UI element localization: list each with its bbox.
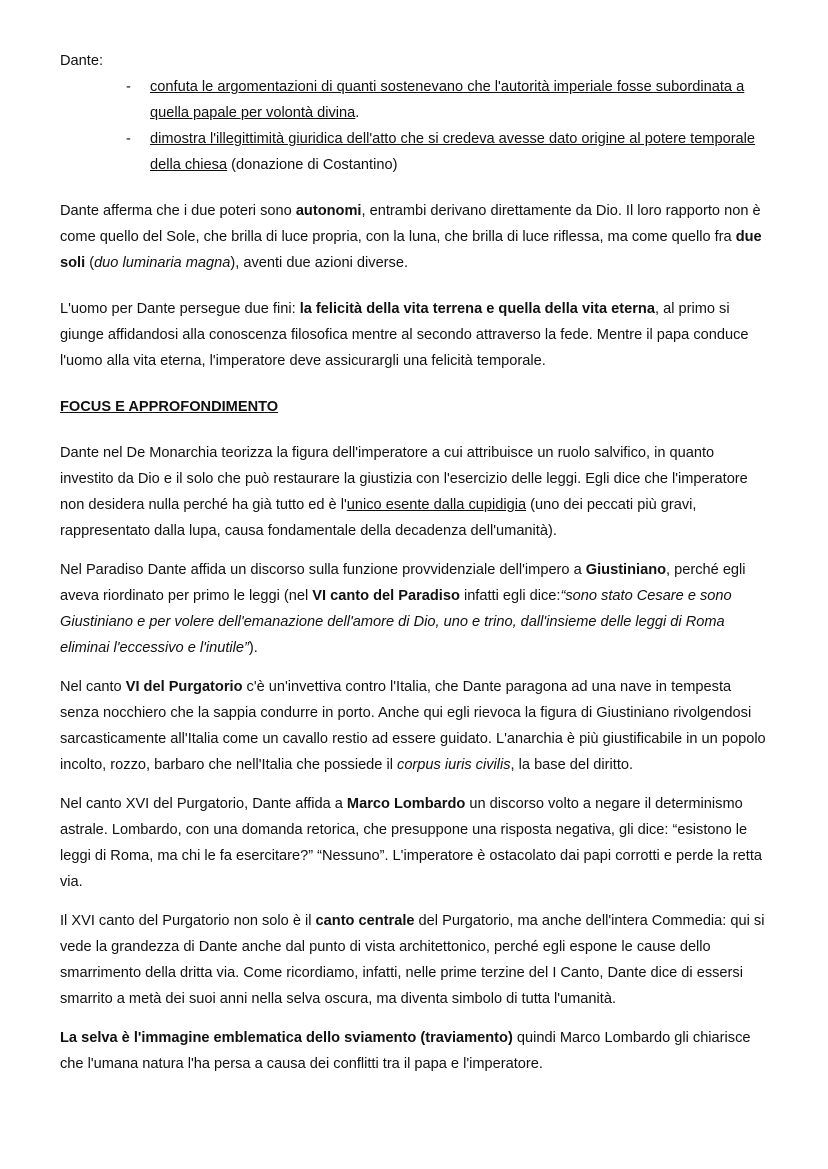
text-run: del Purgatorio, ma anche dell'intera Commedia: qui si vede la grandezza di Dante anche dal punto di vista architettonico, perché egli espone le cause dello smarrimento della dritta via. Come ricordiamo, infatti, nelle prime terzine del I Canto, Dante dice di essersi smarrito a metà dei suoi anni nella selva oscura, ma diventa simbolo di tutta l'umanità. [60, 913, 765, 1007]
heading-text: FOCUS E APPROFONDIMENTO [60, 399, 279, 415]
bold-run: canto centrale [315, 913, 415, 929]
paragraph-selva [60, 1025, 770, 1077]
italic-run: corpus iuris civilis [397, 757, 511, 773]
list-item-underlined: confuta le argomentazioni di quanti sostenevano che l'autorità imperiale fosse subordinata a quella papale per volontà divina [150, 79, 745, 121]
text-run: Dante afferma che i due poteri sono [60, 203, 296, 219]
paragraph-two-ends [60, 296, 770, 374]
paragraph-purgatorio-vi [60, 674, 770, 778]
list-item-rest: (donazione di Costantino) [227, 157, 398, 173]
text-run: un discorso volto a negare il determinismo astrale. Lombardo, con una domanda retorica, che presuppone una risposta negativa, gli dice: “esistono le leggi di Roma, ma chi le fa esercitare?” “Nessuno”. L'imperatore è ostacolato dai papi corrotti e perde la retta via. [60, 796, 763, 890]
list-item-underlined: dimostra l'illegittimità giuridica dell'atto che si credeva avesse dato origine al potere temporale della chiesa [150, 131, 756, 173]
text-run: ). [248, 640, 258, 656]
list-item-rest: . [355, 105, 360, 121]
text-run: c'è un'invettiva contro l'Italia, che Dante paragona ad una nave in tempesta senza nocchiero che la sappia condurre in porto. Anche qui egli rievoca la figura di Giustiniano rivolgendosi sarcasticamente all'Italia come un cavallo restio ad essere guidato. L'anarchia è più giustificabile in un popolo incolto, rozzo, barbaro che nell'Italia che possiede il [60, 679, 766, 773]
bold-run: VI canto del Paradiso [312, 588, 460, 604]
bold-run: la felicità della vita terrena e quella della vita eterna [299, 301, 655, 317]
paragraph-two-powers [60, 198, 770, 276]
list-dash: - [126, 131, 131, 147]
text-run: , la base del diritto. [510, 757, 634, 773]
paragraph-paradiso [60, 557, 770, 661]
text-run: Il XVI canto del Purgatorio non solo è il [60, 913, 316, 929]
text-run: Nel canto [60, 679, 126, 695]
text-run: Dante nel De Monarchia teorizza la figura dell'imperatore a cui attribuisce un ruolo salvifico, in quanto investito da Dio e il solo che può restaurare la giustizia con l'esercizio delle leggi. Egli dice che l'imperatore non desidera nulla perché ha già tutto ed è l' [60, 445, 748, 513]
text-run: ), aventi due azioni diverse. [230, 255, 409, 271]
bold-run: VI del Purgatorio [125, 679, 243, 695]
bold-run: autonomi [295, 203, 362, 219]
argument-list [60, 74, 770, 178]
text-run: (uno dei peccati più gravi, rappresentato dalla lupa, causa fondamentale della decadenza dell'umanità). [60, 497, 697, 539]
document-page [60, 48, 770, 1077]
text-run: infatti egli dice: [459, 588, 561, 604]
text-run: , perché egli aveva riordinato per primo le leggi (nel [60, 562, 746, 604]
list-item [60, 126, 770, 178]
italic-run: duo luminaria magna [94, 255, 231, 271]
bold-run: due soli [60, 229, 762, 271]
text-run: L'uomo per Dante persegue due fini: [60, 301, 300, 317]
underlined-run: unico esente dalla cupidigia [346, 497, 527, 513]
paragraph-canto-centrale [60, 908, 770, 1012]
list-item [60, 74, 770, 126]
paragraph-de-monarchia [60, 440, 770, 544]
text-run: quindi Marco Lombardo gli chiarisce che l'umana natura l'ha persa a causa dei conflitti tra il papa e l'imperatore. [60, 1030, 751, 1072]
list-dash: - [126, 79, 131, 95]
text-run: , entrambi derivano direttamente da Dio. Il loro rapporto non è come quello del Sole, che brilla di luce propria, con la luna, che brilla di luce riflessa, ma come quello fra [60, 203, 761, 245]
bold-run: Giustiniano [585, 562, 667, 578]
italic-run: “sono stato Cesare e sono Giustiniano e per volere dell'emanazione dell'amore di Dio, uno e trino, dall'insieme delle leggi di Roma eliminai l'eccessivo e l'inutile” [60, 588, 732, 656]
text-run: Nel Paradiso Dante affida un discorso sulla funzione provvidenziale dell'impero a [60, 562, 586, 578]
text-run: ( [85, 255, 95, 271]
intro-label: Dante: [60, 53, 103, 69]
bold-run: Marco Lombardo [346, 796, 466, 812]
paragraph-marco-lombardo [60, 791, 770, 895]
section-heading [60, 394, 770, 420]
bold-run: La selva è l'immagine emblematica dello sviamento (traviamento) [60, 1030, 513, 1046]
text-run: , al primo si giunge affidandosi alla conoscenza filosofica mentre al secondo attraverso la fede. Mentre il papa conduce l'uomo alla vita eterna, l'imperatore deve assicurargli una felicità temporale. [60, 301, 749, 369]
text-run: Nel canto XVI del Purgatorio, Dante affida a [60, 796, 347, 812]
